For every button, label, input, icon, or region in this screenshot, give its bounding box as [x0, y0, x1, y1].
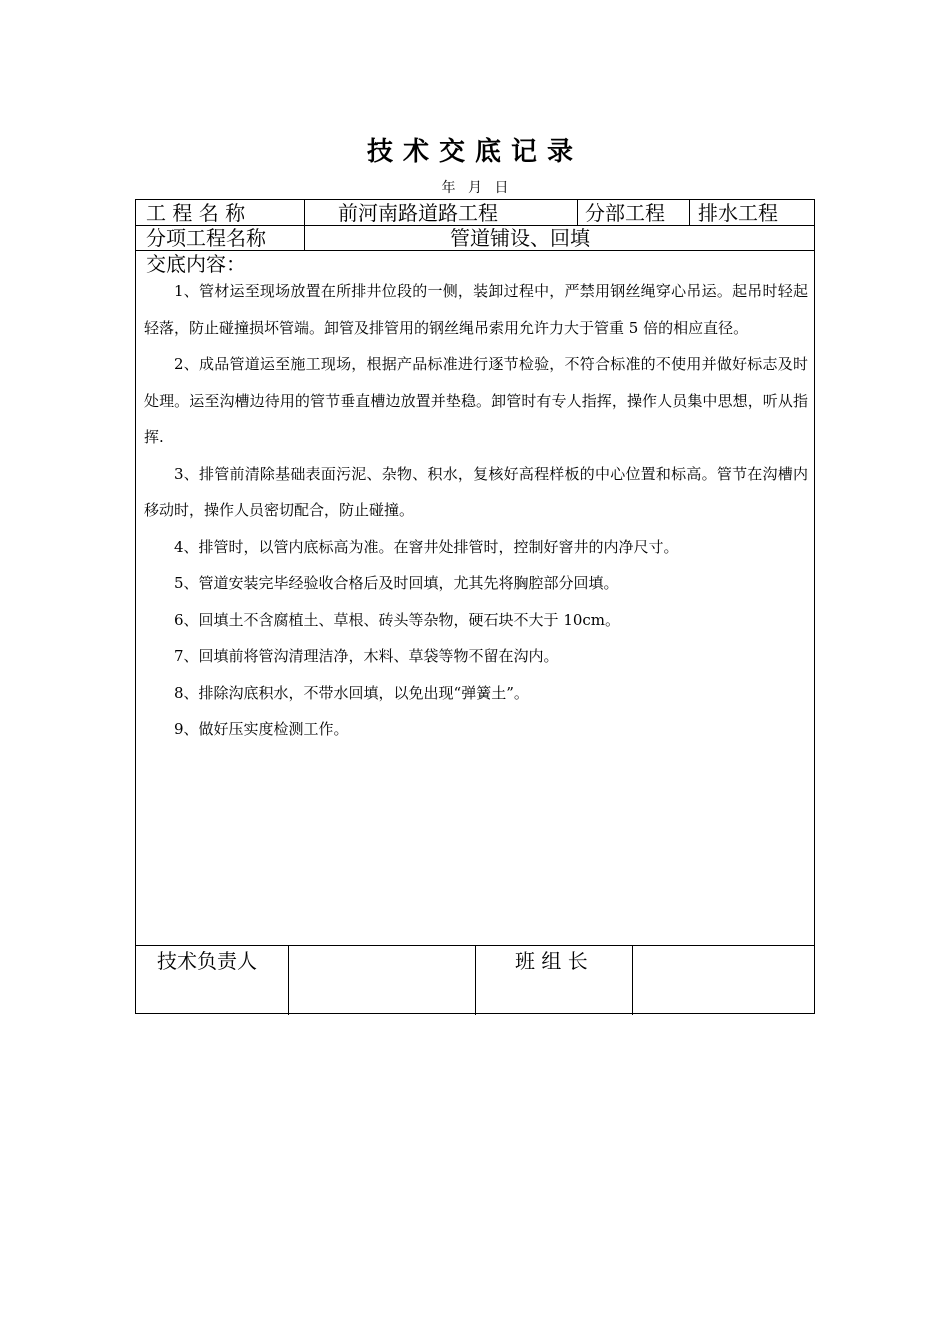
- content-body: [144, 273, 808, 748]
- content-item: 1、管材运至现场放置在所排井位段的一侧，装卸过程中，严禁用钢丝绳穿心吊运。起吊时轻起轻落，防止碰撞损坏管端。卸管及排管用的钢丝绳吊索用允许力大于管重 5 倍的相应直径。: [144, 282, 808, 337]
- content-item: 9、做好压实度检测工作。: [174, 720, 349, 738]
- content-item: 4、排管时，以管内底标高为准。在窨井处排管时，控制好窨井的内净尺寸。: [174, 537, 679, 556]
- division-label: 分部工程: [585, 201, 665, 225]
- content-item: 7、回填前将管沟清理洁净，木料、草袋等物不留在沟内。: [174, 647, 559, 665]
- content-item: 6、回填土不含腐植土、草根、砖头等杂物，硬石块不大于 10cm。: [174, 610, 621, 629]
- tech-lead-label: 技术负责人: [157, 949, 257, 973]
- column-divider: [689, 200, 690, 225]
- project-name-label: 工 程 名 称: [146, 201, 246, 225]
- date-line: 年 月 日: [441, 180, 509, 196]
- column-divider: [475, 945, 476, 1015]
- team-leader-label: 班 组 长: [515, 949, 588, 973]
- column-divider: [577, 200, 578, 225]
- subitem-value: 管道铺设、回填: [450, 226, 590, 250]
- division-value: 排水工程: [698, 201, 778, 225]
- disclosure-form: [135, 199, 815, 1014]
- content-item: 5、管道安装完毕经验收合格后及时回填，尤其先将胸腔部分回填。: [174, 574, 619, 592]
- content-item: 8、排除沟底积水，不带水回填，以免出现“弹簧土”。: [174, 683, 529, 702]
- subitem-label: 分项工程名称: [146, 226, 266, 250]
- content-label: 交底内容：: [146, 252, 246, 276]
- row-divider: [136, 250, 814, 251]
- content-item: 2、成品管道运至施工现场，根据产品标准进行逐节检验，不符合标准的不使用并做好标志及时处理。运至沟槽边待用的管节垂直槽边放置并垫稳。卸管时有专人指挥，操作人员集中思想，听从指挥.: [144, 355, 808, 446]
- column-divider: [304, 200, 305, 250]
- project-name-value: 前河南路道路工程: [338, 201, 498, 225]
- column-divider: [288, 945, 289, 1015]
- document-title: 技术交底记录: [366, 137, 583, 167]
- content-item: 3、排管前清除基础表面污泥、杂物、积水，复核好高程样板的中心位置和标高。管节在沟槽内移动时，操作人员密切配合，防止碰撞。: [144, 464, 808, 519]
- column-divider: [632, 945, 633, 1015]
